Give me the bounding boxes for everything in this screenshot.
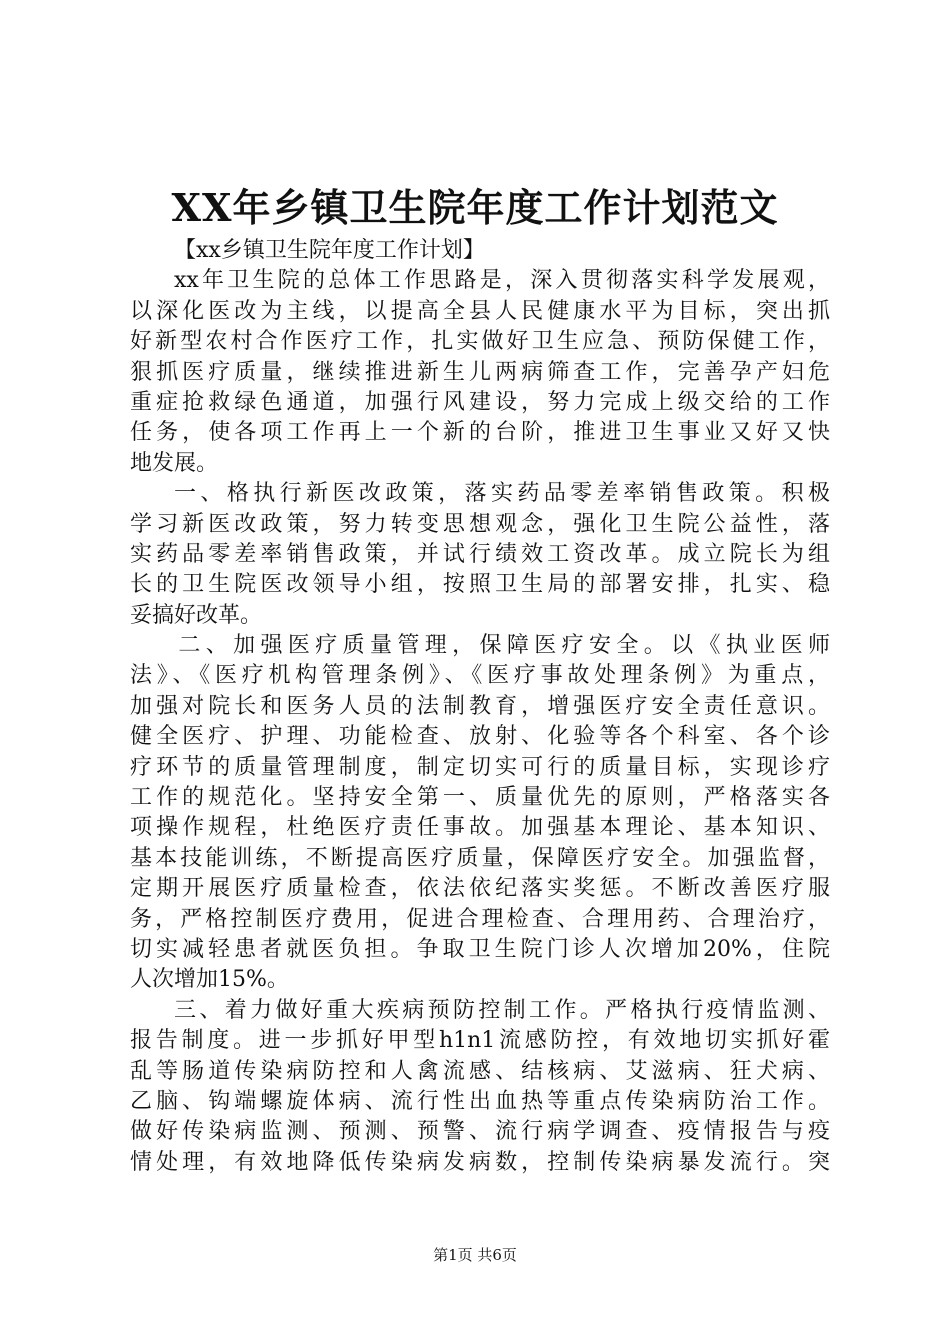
text-line: 【xx乡镇卫生院年度工作计划】 bbox=[174, 238, 485, 263]
text-line: 一、格执行新医改政策，落实药品零差率销售政策。积极 bbox=[174, 481, 830, 507]
text-line: 做好传染病监测、预测、预警、流行病学调查、疫情报告与疫 bbox=[130, 1119, 830, 1145]
text-line: 报告制度。进一步抓好甲型h1n1流感防控，有效地切实抓好霍 bbox=[130, 1028, 830, 1054]
document-title: XX年乡镇卫生院年度工作计划范文 bbox=[171, 185, 779, 230]
text-line: 二、加强医疗质量管理，保障医疗安全。以《执业医师 bbox=[178, 633, 830, 659]
text-line: xx年卫生院的总体工作思路是，深入贯彻落实科学发展观， bbox=[174, 268, 830, 294]
text-line: 乙脑、钩端螺旋体病、流行性出血热等重点传染病防治工作。 bbox=[130, 1088, 830, 1114]
text-line: 法》、《医疗机构管理条例》、《医疗事故处理条例》为重点， bbox=[130, 663, 830, 689]
text-line: 乱等肠道传染病防控和人禽流感、结核病、艾滋病、狂犬病、 bbox=[130, 1058, 830, 1084]
text-line: 妥搞好改革。 bbox=[130, 602, 263, 628]
text-line: 切实减轻患者就医负担。争取卫生院门诊人次增加20%，住院 bbox=[130, 936, 830, 962]
text-line: 以深化医改为主线，以提高全县人民健康水平为目标，突出抓 bbox=[130, 298, 830, 324]
text-line: 狠抓医疗质量，继续推进新生儿两病筛查工作，完善孕产妇危 bbox=[130, 359, 830, 385]
text-line: 务，严格控制医疗费用，促进合理检查、合理用药、合理治疗， bbox=[130, 906, 830, 932]
document-body bbox=[130, 236, 830, 1178]
text-line: 健全医疗、护理、功能检查、放射、化验等各个科室、各个诊 bbox=[130, 724, 830, 750]
text-line: 三、着力做好重大疾病预防控制工作。严格执行疫情监测、 bbox=[174, 997, 830, 1023]
text-line: 项操作规程，杜绝医疗责任事故。加强基本理论、基本知识、 bbox=[130, 815, 830, 841]
text-line: 加强对院长和医务人员的法制教育，增强医疗安全责任意识。 bbox=[130, 693, 830, 719]
text-line: 任务，使各项工作再上一个新的台阶，推进卫生事业又好又快 bbox=[130, 420, 830, 446]
text-line: 重症抢救绿色通道，加强行风建设，努力完成上级交给的工作 bbox=[130, 389, 830, 415]
text-line: 长的卫生院医改领导小组，按照卫生局的部署安排，扎实、稳 bbox=[130, 572, 830, 598]
text-line: 人次增加15%。 bbox=[130, 967, 289, 993]
text-line: 工作的规范化。坚持安全第一、质量优先的原则，严格落实各 bbox=[130, 785, 830, 811]
text-line: 学习新医改政策，努力转变思想观念，强化卫生院公益性，落 bbox=[130, 511, 830, 537]
text-line: 地发展。 bbox=[130, 450, 219, 476]
text-line: 定期开展医疗质量检查，依法依纪落实奖惩。不断改善医疗服 bbox=[130, 876, 830, 902]
text-line: 基本技能训练，不断提高医疗质量，保障医疗安全。加强监督， bbox=[130, 845, 830, 871]
text-line: 疗环节的质量管理制度，制定切实可行的质量目标，实现诊疗 bbox=[130, 754, 830, 780]
text-line: 实药品零差率销售政策，并试行绩效工资改革。成立院长为组 bbox=[130, 541, 830, 567]
text-line: 好新型农村合作医疗工作，扎实做好卫生应急、预防保健工作， bbox=[130, 329, 830, 355]
page-footer: 第1页 共6页 bbox=[433, 1246, 517, 1264]
text-line: 情处理，有效地降低传染病发病数，控制传染病暴发流行。突 bbox=[130, 1149, 830, 1175]
